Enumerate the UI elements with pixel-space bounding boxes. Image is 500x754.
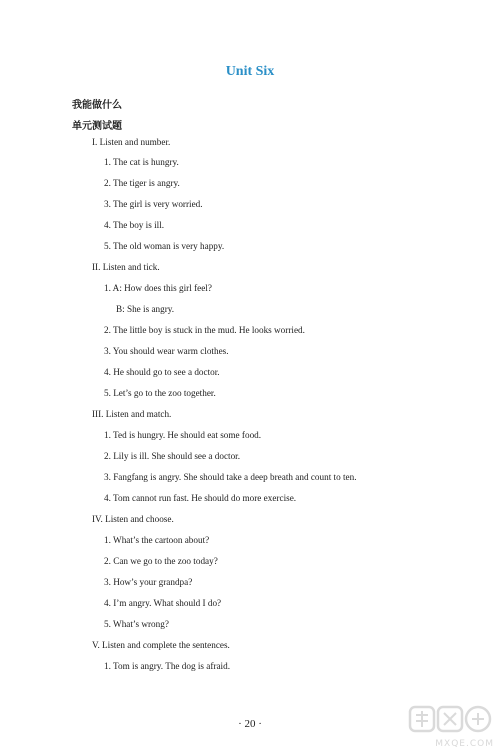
list-item: 1. Tom is angry. The dog is afraid. (104, 661, 231, 671)
list-item: 4. Tom cannot run fast. He should do more exercise. (104, 493, 297, 503)
section-label: V. Listen and complete the sentences. (92, 640, 230, 650)
page-title: Unit Six (225, 64, 275, 79)
list-item: 2. Can we go to the zoo today? (104, 556, 218, 566)
watermark-text: MXQE.COM (435, 739, 494, 749)
list-item: 2. Lily is ill. She should see a doctor. (104, 451, 241, 461)
section-label: III. Listen and match. (92, 409, 172, 419)
list-item: 1. A: How does this girl feel? (104, 283, 212, 293)
list-item: 3. Fangfang is angry. She should take a deep breath and count to ten. (104, 472, 357, 482)
list-item: 3. You should wear warm clothes. (104, 346, 229, 356)
section-label: I. Listen and number. (92, 137, 171, 147)
list-item: 3. How’s your grandpa? (104, 577, 193, 587)
list-item: 4. I’m angry. What should I do? (104, 598, 222, 608)
list-item: B: She is angry. (116, 304, 175, 314)
section-label: II. Listen and tick. (92, 262, 160, 272)
list-item: 1. What’s the cartoon about? (104, 535, 210, 545)
section-heading-unit-test: 单元测试题 (72, 121, 122, 132)
page-number: · 20 · (238, 718, 262, 730)
list-item: 1. The cat is hungry. (104, 157, 179, 167)
list-item: 3. The girl is very worried. (104, 199, 203, 209)
list-item: 4. He should go to see a doctor. (104, 367, 220, 377)
section-label: IV. Listen and choose. (92, 514, 174, 524)
list-item: 5. The old woman is very happy. (104, 241, 225, 251)
list-item: 2. The little boy is stuck in the mud. He looks worried. (104, 325, 305, 335)
watermark-logo (408, 703, 494, 751)
list-item: 2. The tiger is angry. (104, 178, 180, 188)
watermark-graphic-icon (408, 703, 494, 737)
list-item: 1. Ted is hungry. He should eat some food. (104, 430, 262, 440)
list-item: 5. What’s wrong? (104, 619, 169, 629)
list-item: 4. The boy is ill. (104, 220, 165, 230)
section-heading-what-can-i-do: 我能做什么 (72, 100, 122, 111)
list-item: 5. Let’s go to the zoo together. (104, 388, 216, 398)
